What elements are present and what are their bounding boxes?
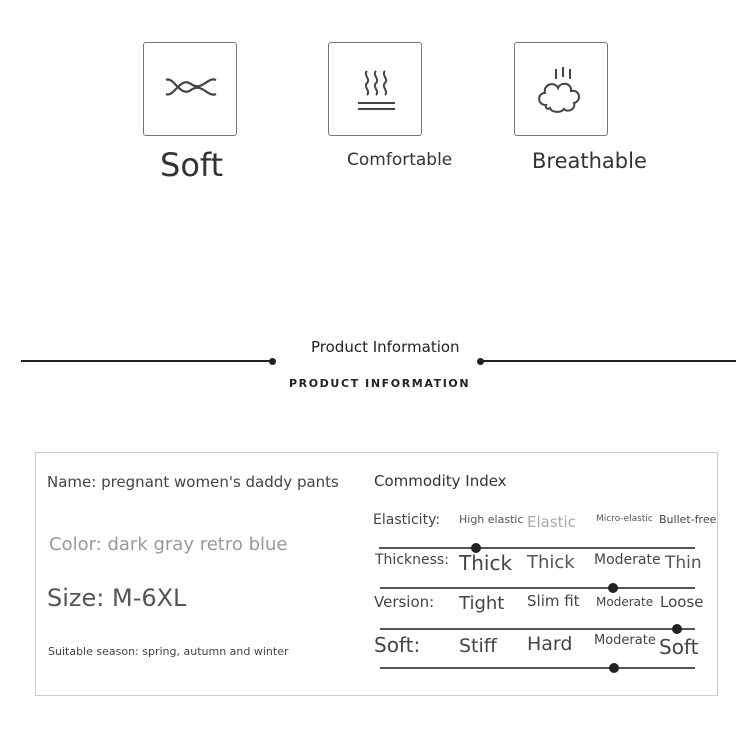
section-divider-left bbox=[21, 360, 273, 362]
product-size: Size: M-6XL bbox=[47, 584, 187, 612]
breathable-feature-tile bbox=[514, 42, 608, 136]
product-name: Name: pregnant women's daddy pants bbox=[47, 473, 339, 491]
section-title: Product Information bbox=[311, 338, 460, 356]
breathable-cloud-icon bbox=[515, 43, 609, 137]
index-title: Commodity Index bbox=[374, 472, 507, 490]
thickness-scale-marker bbox=[608, 583, 618, 593]
index-row-label-version: Version: bbox=[374, 593, 435, 611]
version-option-loose: Loose bbox=[660, 593, 704, 611]
section-divider-right bbox=[480, 360, 736, 362]
soft-fiber-icon bbox=[144, 43, 238, 137]
product-season: Suitable season: spring, autumn and winter bbox=[48, 645, 289, 658]
section-subtitle: PRODUCT INFORMATION bbox=[289, 377, 471, 390]
thickness-option-thick-2: Thick bbox=[527, 552, 575, 573]
soft-scale-track bbox=[380, 667, 695, 669]
version-scale-marker bbox=[672, 624, 682, 634]
elasticity-option-elastic: Elastic bbox=[527, 513, 576, 531]
version-option-slim-fit: Slim fit bbox=[527, 592, 580, 610]
section-divider-left-dot bbox=[269, 358, 276, 365]
elasticity-option-bullet-free: Bullet-free bbox=[659, 513, 717, 526]
version-scale-track bbox=[380, 628, 695, 630]
warm-heat-icon bbox=[329, 43, 423, 137]
soft-feature-tile bbox=[143, 42, 237, 136]
index-row-label-soft: Soft: bbox=[374, 633, 421, 657]
feature-label-soft: Soft bbox=[160, 146, 224, 184]
feature-label-breathable: Breathable bbox=[532, 149, 647, 173]
thickness-scale-track bbox=[380, 587, 695, 589]
elasticity-option-micro-elastic: Micro-elastic bbox=[596, 514, 653, 524]
index-row-label-thickness: Thickness: bbox=[375, 552, 449, 568]
comfortable-feature-tile bbox=[328, 42, 422, 136]
elasticity-option-high-elastic: High elastic bbox=[459, 513, 524, 526]
soft-scale-marker bbox=[609, 663, 619, 673]
version-option-moderate: Moderate bbox=[596, 595, 654, 609]
thickness-option-thick-1: Thick bbox=[459, 551, 513, 575]
feature-label-comfortable: Comfortable bbox=[347, 150, 453, 170]
soft-option-soft: Soft bbox=[659, 635, 699, 659]
index-row-label-elasticity: Elasticity: bbox=[373, 512, 441, 528]
thickness-option-moderate: Moderate bbox=[594, 552, 661, 568]
soft-option-moderate: Moderate bbox=[594, 633, 656, 648]
elasticity-scale-track bbox=[379, 547, 695, 549]
soft-option-stiff: Stiff bbox=[459, 635, 497, 657]
soft-option-hard: Hard bbox=[527, 633, 573, 655]
thickness-option-thin: Thin bbox=[665, 553, 702, 573]
version-option-tight: Tight bbox=[459, 593, 505, 614]
product-color: Color: dark gray retro blue bbox=[49, 534, 288, 555]
